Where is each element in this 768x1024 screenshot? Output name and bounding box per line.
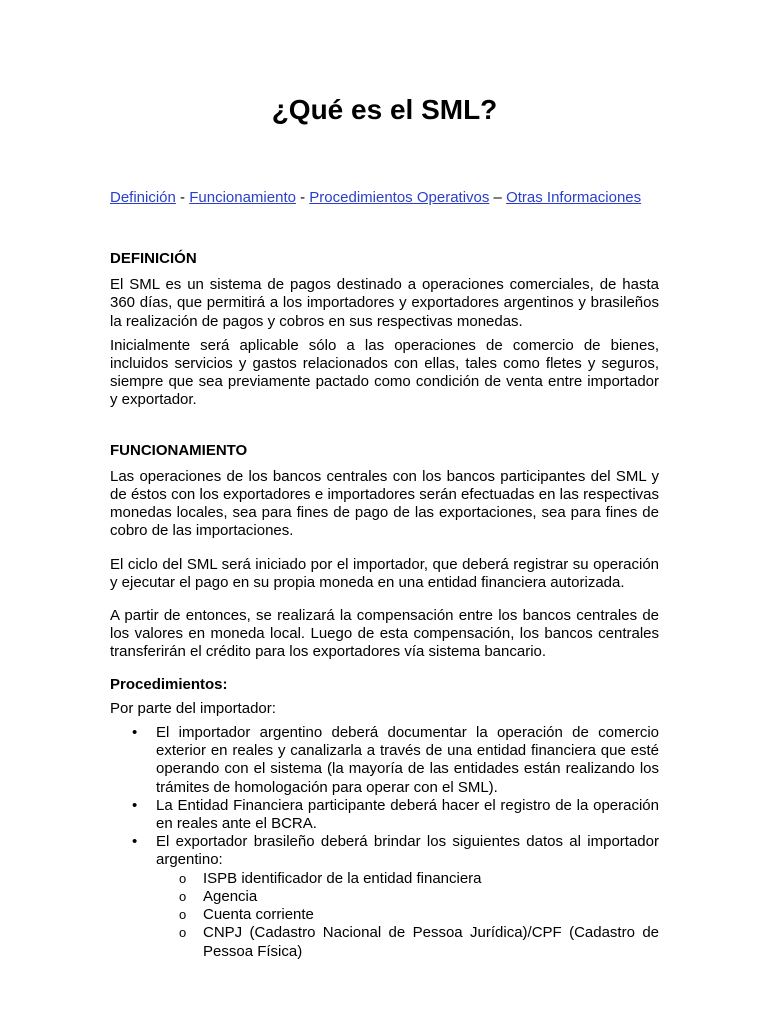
sub-list-item-text: Cuenta corriente xyxy=(203,906,314,924)
document-body xyxy=(110,250,659,961)
heading-definicion: DEFINICIÓN xyxy=(110,250,197,267)
nav-separator: - xyxy=(295,189,310,206)
sub-list-item-text: Agencia xyxy=(203,887,258,905)
paragraph-funcionamiento-1: Las operaciones de los bancos centrales con los bancos participantes del SML y de éstos con los exportadores e importadores serán efectuadas en las respectivas monedas locales, sea para fines de pago de las exportaciones, sea para fines de cobro de las importaciones. xyxy=(110,467,659,540)
sub-list-item xyxy=(156,888,659,906)
sub-bullet-marker: o xyxy=(179,925,187,941)
nav-link-definicion[interactable]: Definición xyxy=(110,189,176,206)
bullet-marker: • xyxy=(132,833,138,851)
list-item xyxy=(110,833,659,960)
sub-bullet-marker: o xyxy=(179,907,187,923)
paragraph-definicion-2: Inicialmente será aplicable sólo a las operaciones de comercio de bienes, incluidos servicios y gastos relacionados con ellas, tales como fletes y seguros, siempre que sea previamente pactado como condición de venta entre importador y exportador. xyxy=(110,336,659,409)
list-item xyxy=(110,724,659,797)
list-item-text: El importador argentino deberá documentar la operación de comercio exterior en reales y canalizarla a través de una entidad financiera que esté operando con el sistema (la mayoría de las entidades están realizando los trámites de homologación para operar con el SML). xyxy=(156,724,659,796)
paragraph-por-parte-importador: Por parte del importador: xyxy=(110,699,276,717)
heading-procedimientos: Procedimientos: xyxy=(110,675,228,693)
paragraph-funcionamiento-3: A partir de entonces, se realizará la compensación entre los bancos centrales de los valores en moneda local. Luego de esta compensación, los bancos centrales transferirán el crédito para los exportadores vía sistema bancario. xyxy=(110,607,659,661)
nav-link-funcionamiento[interactable]: Funcionamiento xyxy=(189,189,296,206)
list-item-text: La Entidad Financiera participante deberá hacer el registro de la operación en reales ante el BCRA. xyxy=(156,796,659,833)
nav-link-procedimientos-operativos[interactable]: Procedimientos Operativos xyxy=(309,189,490,206)
sub-list-item xyxy=(156,924,659,960)
sub-list-item xyxy=(156,870,659,888)
sub-bullet-marker: o xyxy=(179,870,187,886)
exportador-data-list xyxy=(156,870,659,961)
list-item-text: El exportador brasileño deberá brindar los siguientes datos al importador argentino: xyxy=(156,833,659,869)
bullet-marker: • xyxy=(132,724,138,742)
paragraph-definicion-1: El SML es un sistema de pagos destinado a operaciones comerciales, de hasta 360 días, que permitirá a los importadores y exportadores argentinos y brasileños la realización de pagos y cobros en sus respectivas monedas. xyxy=(110,276,659,330)
paragraph-funcionamiento-2: El ciclo del SML será iniciado por el importador, que deberá registrar su operación y ejecutar el pago en su propia moneda en una entidad financiera autorizada. xyxy=(110,555,659,591)
sub-list-item-text: ISPB identificador de la entidad financiera xyxy=(203,869,482,887)
list-item xyxy=(110,797,659,833)
procedimientos-list xyxy=(110,724,659,961)
nav-link-otras-informaciones[interactable]: Otras Informaciones xyxy=(506,189,642,206)
nav-separator: – xyxy=(489,189,507,206)
nav-separator: - xyxy=(175,189,190,206)
heading-funcionamiento: FUNCIONAMIENTO xyxy=(110,441,248,459)
sub-list-item-text: CNPJ (Cadastro Nacional de Pessoa Jurídica)/CPF (Cadastro de Pessoa Física) xyxy=(203,924,659,960)
sub-bullet-marker: o xyxy=(179,888,187,904)
bullet-marker: • xyxy=(132,796,138,814)
page-title: ¿Qué es el SML? xyxy=(271,94,498,125)
section-nav xyxy=(110,188,659,208)
sub-list-item xyxy=(156,906,659,924)
